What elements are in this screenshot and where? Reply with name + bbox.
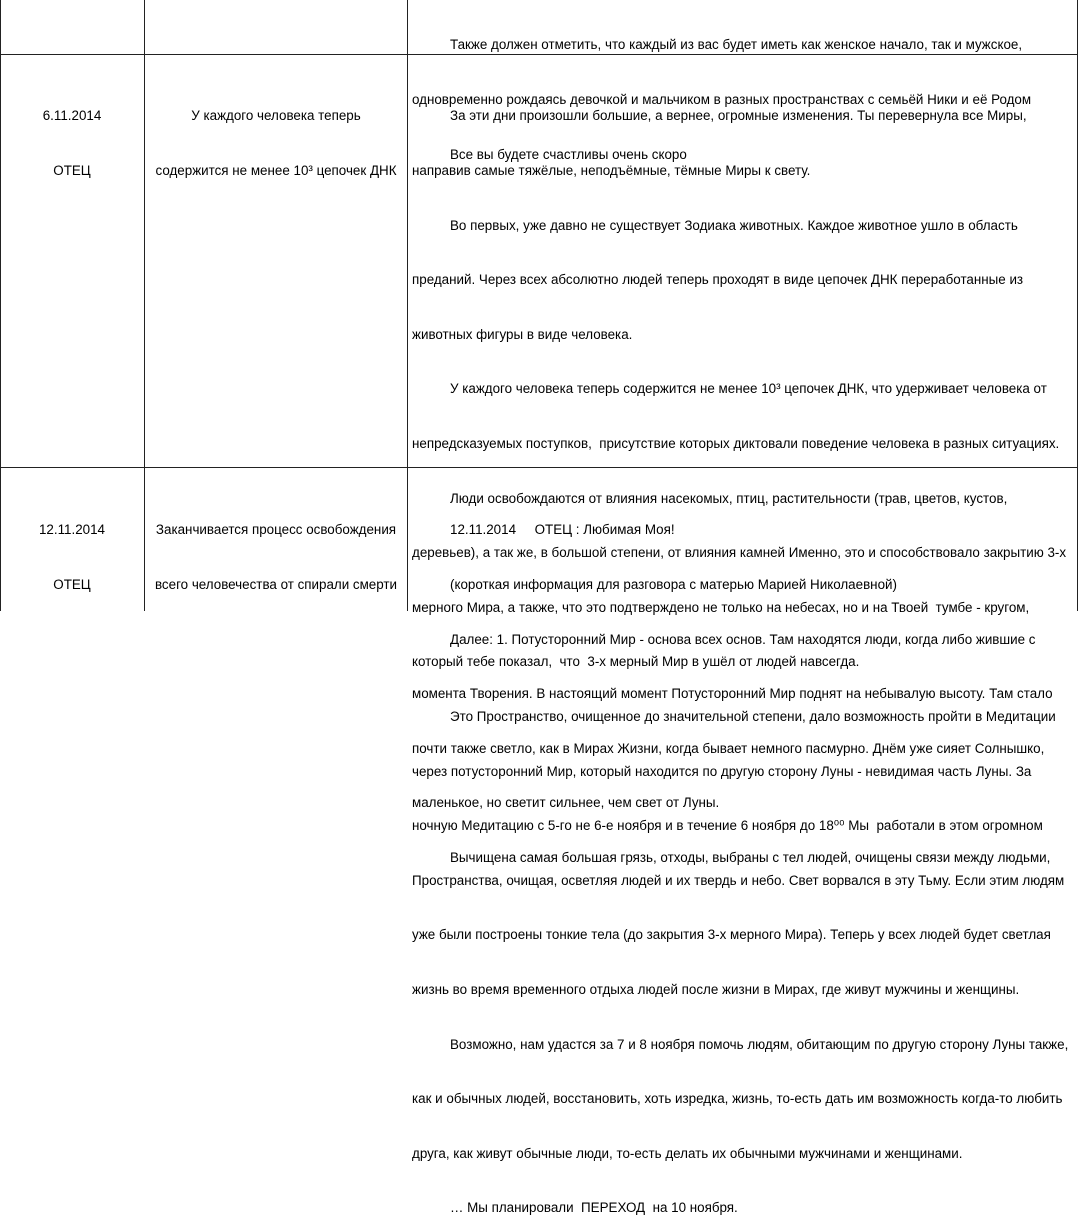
text-line: почти также светло, как в Мирах Жизни, когда бывает немного пасмурно. Днём уже сияет Солнышко,: [412, 740, 1045, 756]
text-line: Во первых, уже давно не существует Зодиака животных. Каждое животное ушло в область: [450, 217, 1018, 233]
entry-author: ОТЕЦ: [53, 577, 91, 592]
entry-title-line: всего человечества от спирали смерти: [154, 577, 398, 592]
row-2-content: [412, 485, 1072, 904]
text-line: который тебе показал, что 3-х мерный Мир в ушёл от людей навсегда.: [412, 654, 860, 670]
text-line: момента Творения. В настоящий момент Потусторонний Мир поднят на небывалую высоту. Там стало: [412, 686, 1053, 702]
row-2-date-cell: [0, 485, 144, 631]
text-line: Пространства, очищая, осветляя людей и их твердь и небо. Свет ворвался в эту Тьму. Если этим людям: [412, 872, 1065, 888]
text-line: жизнь во время временного отдыха людей после жизни в Мирах, где живут мужчины и женщины.: [412, 981, 1020, 997]
entry-date: 12.11.2014: [38, 522, 106, 538]
text-line: мерного Мира, а также, что это подтверждено не только на небесах, но и на Твоей тумбе - кругом,: [412, 599, 1030, 615]
text-line: Вычищена самая большая грязь, отходы, выбраны с тел людей, очищены связи между людьми,: [450, 849, 1051, 865]
text-line: как и обычных людей, восстановить, хоть изредка, жизнь, то-есть дать им возможность когда-то любить: [412, 1091, 1063, 1107]
column-divider: [407, 0, 408, 611]
entry-title-line: содержится не менее 10³ цепочек ДНК: [155, 163, 397, 178]
text-line: деревьев), а так же, в большой степени, от влияния камней Именно, это и способствовало закрытию 3-х: [412, 545, 1067, 561]
text-line: непредсказуемых поступков, присутствие которых диктовали поведение человека в разных ситуациях.: [412, 435, 1060, 451]
text-line: (короткая информация для разговора с матерью Марией Николаевной): [450, 577, 897, 592]
entry-title-line: Заканчивается процесс освобождения: [155, 522, 397, 538]
text-line: Также должен отметить, что каждый из вас будет иметь как женское начало, так и мужское,: [450, 37, 1023, 53]
text-line: уже были построены тонкие тела (до закрытия 3-х мерного Мира). Теперь у всех людей будет светлая: [412, 927, 1051, 943]
text-line: За эти дни произошли большие, а вернее, огромные изменения. Ты перевернула все Миры,: [450, 108, 1027, 124]
entry-date: 6.11.2014: [42, 108, 102, 124]
text-line: ночную Медитацию с 5-го не 6-е ноября и в течение 6 ноября до 18⁰⁰ Мы работали в этом огромном: [412, 818, 1043, 834]
text-line: маленькое, но светит сильнее, чем свет от Луны.: [412, 795, 720, 811]
text-line: Возможно, нам удастся за 7 и 8 ноября помочь людям, обитающим по другую сторону Луны также,: [450, 1036, 1069, 1052]
text-line: одновременно рождаясь девочкой и мальчиком в разных пространствах с семьёй Ники и её Родом: [412, 92, 1032, 107]
text-line: Люди освобождаются от влияния насекомых, птиц, растительности (трав, цветов, кустов,: [450, 490, 1008, 506]
text-line: Это Пространство, очищенное до значительной степени, дало возможность пройти в Медитации: [450, 708, 1056, 724]
entry-title-line: У каждого человека теперь: [191, 108, 361, 124]
text-line: друга, как живут обычные люди, то-есть делать их обычными мужчинами и женщинами.: [412, 1145, 963, 1161]
row-1-date-cell: [0, 71, 144, 217]
text-line: направив самые тяжёлые, неподъёмные, тёмные Миры к свету.: [412, 163, 811, 178]
text-line: животных фигуры в виде человека.: [412, 326, 633, 342]
text-line: Все вы будете счастливы очень скоро: [450, 146, 687, 162]
text-line: … Мы планировали ПЕРЕХОД на 10 ноября.: [450, 1200, 738, 1216]
entry-author: ОТЕЦ: [53, 163, 91, 178]
text-line: 12.11.2014 ОТЕЦ : Любимая Моя!: [450, 522, 675, 538]
text-line: через потусторонний Мир, который находится по другую сторону Луны - невидимая часть Луны. За: [412, 763, 1032, 779]
row-1-title-cell: [145, 71, 407, 217]
text-line: преданий. Через всех абсолютно людей теперь проходят в виде цепочек ДНК переработанные из: [412, 272, 1024, 288]
row-2-title-cell: [145, 485, 407, 631]
text-line: Далее: 1. Потусторонний Мир - основа всех основ. Там находятся люди, когда либо жившие с: [450, 631, 1036, 647]
text-line: У каждого человека теперь содержится не менее 10³ цепочек ДНК, что удерживает человека от: [450, 381, 1047, 397]
